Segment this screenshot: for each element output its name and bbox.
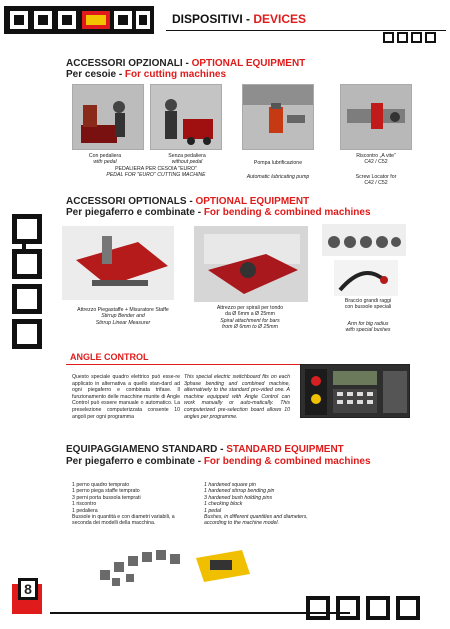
caption-euro-pedal — [86, 166, 226, 179]
list-item: Bushes, in different quantities and diameters, — [204, 514, 308, 521]
photo-angle-control-panel — [300, 364, 410, 418]
sec2-title-main: ACCESSORI OPTIONALS - — [66, 196, 196, 207]
sec1-title-red: OPTIONAL EQUIPMENT — [191, 58, 306, 69]
sec3-subtitle — [66, 456, 371, 467]
caption-euro-pedal-it: PEDALIERA PER CESOIA "EURO" — [115, 166, 197, 172]
sec1-title — [66, 58, 305, 69]
caption-spiral-it-1: Attrezzo per spirali per tondo — [216, 305, 284, 311]
caption-with-pedal-it: Con pedaliera — [88, 153, 122, 159]
page-title-red: DEVICES — [253, 12, 307, 26]
footer-squares — [306, 596, 420, 620]
sec1-title-main: ACCESSORI OPZIONALI - — [66, 58, 192, 69]
photo-bushes — [322, 224, 406, 256]
sec2-subtitle — [66, 207, 371, 218]
caption-without-pedal-it: Senza pedaliera — [168, 153, 206, 159]
side-square-2 — [12, 249, 42, 279]
caption-stirrup-en-2: Stirrup Linear Measurer — [95, 319, 151, 326]
sec3-title — [66, 444, 344, 455]
caption-stirrup — [68, 307, 178, 326]
caption-stirrup-en-1: Stirrup Bender and — [101, 313, 145, 320]
list-item: 1 pedal — [204, 507, 222, 514]
side-square-3 — [12, 284, 42, 314]
sec2-subtitle-main: Per piegaferro e combinate - — [66, 207, 204, 218]
list-item: 1 pedaliera — [72, 507, 98, 514]
caption-pump-en: Automatic lubricating pump — [246, 174, 310, 180]
list-item: 1 perno quadro temprato — [72, 482, 130, 488]
list-item: seconda dei modelli della macchina. — [72, 520, 156, 527]
brand-logo — [4, 6, 154, 34]
caption-without-pedal — [160, 153, 214, 166]
side-connector — [22, 242, 26, 252]
page-title — [172, 12, 306, 26]
sec1-subtitle — [66, 69, 226, 80]
caption-spiral-en-2: from Ø 6mm to Ø 25mm — [222, 324, 278, 331]
sec3-title-red: STANDARD EQUIPMENT — [226, 444, 344, 455]
sec3-title-main: EQUIPAGGIAMENO STANDARD - — [66, 444, 227, 455]
caption-spiral-en-1: Spiral attachment for bars — [220, 317, 280, 324]
photo-screw-locator — [340, 84, 412, 150]
list-item: 1 hardened stirrup bending pin — [204, 488, 275, 495]
caption-euro-pedal-en: PEDAL FOR "EURO" CUTTING MACHINE — [106, 172, 206, 179]
caption-radius-it: Braccio grandi raggi con bussole speciali — [344, 298, 392, 311]
caption-stirrup-it: Attrezzo Piegastaffe + Misuratore Staffe — [77, 307, 169, 313]
sec2-title-red: OPTIONAL EQUIPMENT — [195, 196, 310, 207]
header-squares — [383, 32, 436, 43]
photo-big-radius-arm — [334, 260, 398, 296]
sec2-subtitle-red: For bending & combined machines — [203, 207, 371, 218]
list-item: 3 hardened bush holding pins — [204, 494, 273, 501]
sec3-subtitle-red: For bending & combined machines — [203, 456, 371, 467]
angle-text-it: Questo speciale quadro elettrico può esse-re applicato in alternativa a quello stan-dard ad ogni piegaferro e combinata trifase. Il funzionamento delle macchine munite di Angle Control può essere manuale o automatico. La preselezione computerizzata consente 10 angoli per ogni programma — [72, 374, 180, 420]
caption-with-pedal-en: with pedal — [93, 159, 117, 166]
caption-radius-en: Arm for big radius with special bushes — [345, 321, 391, 334]
standard-list-en — [204, 482, 334, 527]
side-square-4 — [12, 319, 42, 349]
list-item: Bussole in quantità e con diametri variabili, a — [72, 514, 175, 521]
side-square-1 — [12, 214, 42, 244]
caption-spiral — [200, 305, 300, 331]
page-number: 8 — [18, 578, 38, 600]
caption-spiral-it-2: da Ø 6mm a Ø 25mm — [225, 311, 275, 318]
photo-stirrup-bender — [62, 226, 174, 300]
sec1-subtitle-main: Per cesoie - — [66, 69, 125, 80]
caption-without-pedal-en: without pedal — [171, 159, 203, 166]
photo-lubricating-pump — [242, 84, 314, 150]
photo-with-pedal — [72, 84, 144, 150]
caption-with-pedal — [78, 153, 132, 166]
sec2-title — [66, 196, 309, 207]
list-item: 1 hardened square pin — [204, 482, 256, 488]
list-item: according to the machine model. — [204, 520, 279, 527]
sec3-subtitle-main: Per piegaferro e combinate - — [66, 456, 204, 467]
caption-locator-it: Riscontro „A vite” C42 / C52 — [356, 153, 396, 166]
list-item: 1 riscontro — [72, 501, 97, 508]
list-item: 1 perno piega staffe temprato — [72, 488, 140, 495]
list-item: 3 perni porta bussola temprati — [72, 494, 141, 501]
photo-without-pedal — [150, 84, 222, 150]
photo-spiral-attachment — [194, 226, 308, 302]
list-item: 1 checking block — [204, 501, 243, 508]
angle-control-title: ANGLE CONTROL — [70, 352, 149, 362]
photo-standard-equipment — [92, 540, 252, 590]
sec1-subtitle-red: For cutting machines — [124, 69, 227, 80]
footer-rule — [50, 612, 350, 614]
angle-text-en: This special electric switchboard fits on each 3phase bending and combined machine, alternatively to the standard pro-vided one. A machine equipped with Angle Control can work manually or auto-matically. This computerized pre-selection board allows 10 angles per programme. — [184, 374, 290, 420]
standard-list-it — [72, 482, 192, 527]
caption-pump-it: Pompa lubrificazione — [253, 160, 303, 166]
page-title-main: DISPOSITIVI - — [172, 12, 254, 26]
caption-locator-en: Screw Locator for C42 / C52 — [355, 174, 397, 187]
header-rule — [166, 30, 446, 31]
